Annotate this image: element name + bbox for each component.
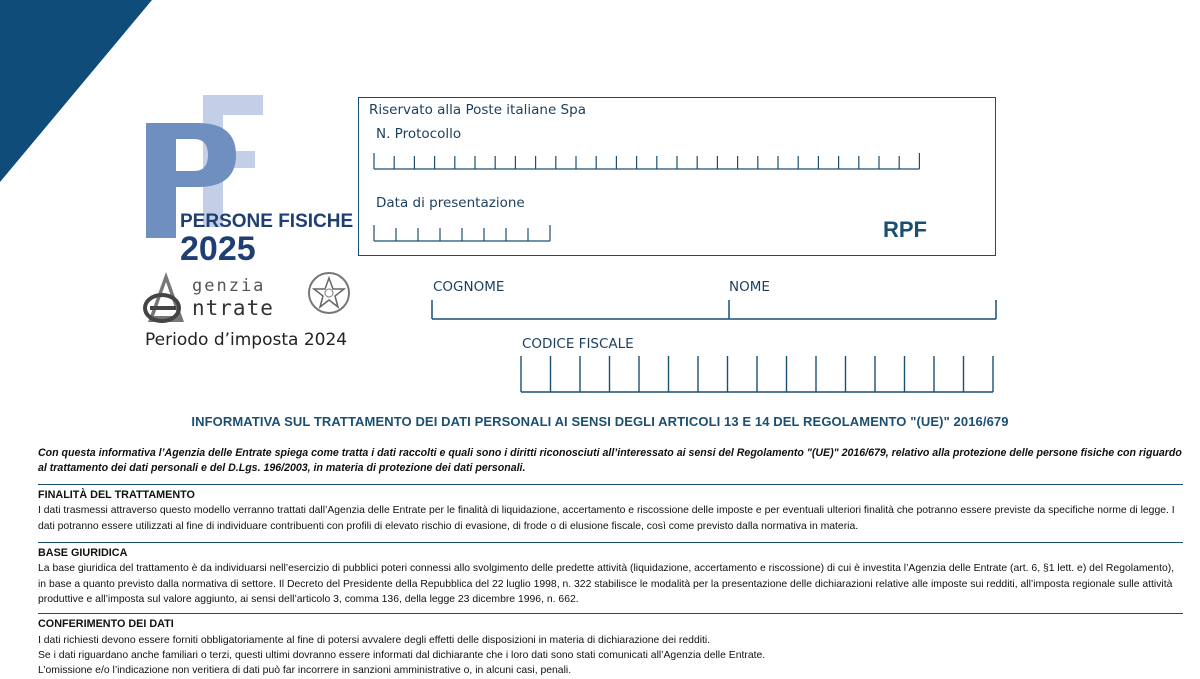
section-text-data-provision-1: I dati richiesti devono essere forniti obbligatoriamente al fine di potersi avvalere degli effetti delle disposizioni in materia di dichiarazione dei redditi. [38,635,711,646]
pf-logo [140,95,355,270]
surname-label: COGNOME [433,279,505,295]
corner-decoration [0,0,160,190]
section-text-purpose: I dati trasmessi attraverso questo modello verranno trattati dall’Agenzia delle Entrate per le finalità di liquidazione, accertamento e riscossione delle imposte e per eventuali ulteriori finalità che potranno essere previste da specifiche norme di legge. I dati potranno essere utilizzati al fine di individuare contribuenti con profili di elevato rischio di evasione, di frode o di elusione fiscale, così come previsto dalla normativa in materia. [38,505,1175,532]
model-code: RPF [883,217,927,242]
privacy-heading: INFORMATIVA SUL TRATTAMENTO DEI DATI PERSONALI AI SENSI DEGLI ARTICOLI 13 E 14 DEL REGOLAMENTO "(UE)" 2016/679 [191,414,1009,429]
date-label: Data di presentazione [376,195,525,211]
italian-republic-emblem-icon [306,270,352,316]
section-title-purpose: FINALITÀ DEL TRATTAMENTO [38,489,195,501]
agenzia-entrate-logo-icon [140,270,196,326]
logo-year: 2025 [180,230,256,268]
divider [38,613,1183,614]
name-field[interactable] [730,300,995,319]
logo-line1: PERSONE FISICHE [180,211,354,232]
tax-code-field[interactable] [519,355,999,395]
tax-code-label: CODICE FISCALE [522,336,634,352]
agency-logo [140,268,360,326]
section-text-data-provision-3: L’omissione e/o l’indicazione non veritiera di dati può far incorrere in sanzioni amministrative o, in alcuni casi, penali. [38,665,572,676]
intro-text: Con questa informativa l’Agenzia delle Entrate spiega come tratta i dati raccolti e quali sono i diritti riconosciuti all’interessato ai sensi del Regolamento "(UE)" 2016/679, relativo alla protezione delle persone fisiche con riguardo al trattamento dei dati personali e del D.Lgs. 196/2003, in materia di protezione dei dati personali. [38,447,1182,474]
date-field[interactable] [373,224,555,244]
section-title-legal-basis: BASE GIURIDICA [38,547,128,559]
section-text-legal-basis: La base giuridica del trattamento è da individuarsi nell’esercizio di pubblici poteri connessi allo svolgimento delle predette attività (liquidazione, accertamento e riscossione) di cui è investita l’Agenzia delle Entrate (art. 6, §1 lett. e) del Regolamento), in base a quanto previsto dalla normativa di settore. Il Decreto del Presidente della Repubblica del 22 luglio 1998, n. 322 stabilisce le modalità per la presentazione delle dichiarazioni relative alle imposte sui redditi, all’imposta regionale sulle attività produttive e all’imposta sul valore aggiunto, ai sensi dell’articolo 3, comma 136, della legge 23 dicembre 1996, n. 662. [38,563,1175,605]
section-title-data-provision: CONFERIMENTO DEI DATI [38,618,174,630]
divider [38,484,1183,485]
protocol-label: N. Protocollo [376,126,462,142]
agency-name-bottom: ntrate [192,296,274,320]
section-text-data-provision-2: Se i dati riguardano anche familiari o terzi, questi ultimi dovranno essere informati dal dichiarante che i loro dati sono stati comunicati all’Agenzia delle Entrate. [38,650,766,661]
divider [38,542,1183,543]
name-fields [431,298,998,322]
reserved-box [358,97,996,256]
tax-period: Periodo d’imposta 2024 [145,330,348,350]
pf-letters-icon [140,95,355,270]
surname-field[interactable] [433,300,728,319]
reserved-title: Riservato alla Poste italiane Spa [369,102,586,118]
agency-name-top: genzia [192,276,266,296]
name-label: NOME [729,279,770,295]
protocol-field[interactable] [373,152,933,172]
